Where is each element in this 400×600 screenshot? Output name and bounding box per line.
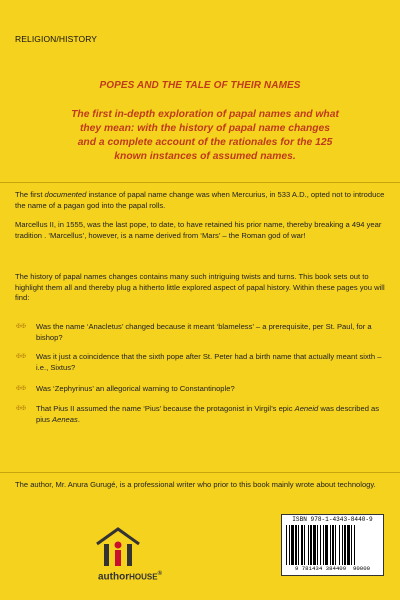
barcode-stripe [308, 525, 309, 565]
paragraph-1-rest: instance of papal name change was when Mercurius, in 533 A.D., opted not to introduce the name of a pagan god into the papal rolls. [15, 190, 385, 210]
bullet-item [16, 322, 386, 343]
barcode-stripe [298, 525, 299, 565]
bullet-4-lead: That Pius II assumed the name ‘Pius’ because the protagonist in Virgil’s epic [36, 404, 295, 413]
bullet-item [16, 404, 386, 425]
barcode-stripe [339, 525, 340, 565]
bullet-text: Was the name ‘Anacletus’ changed because it meant ‘blameless’ – a prerequisite, per St. Paul, for a bishop? [36, 322, 372, 342]
barcode-stripe [295, 525, 297, 565]
barcode-stripe [325, 525, 328, 565]
papal-cross-icon: ✠✠ [16, 406, 27, 412]
barcode-stripe [310, 525, 312, 565]
tagline: The first in-depth exploration of papal names and what they mean: with the history of papal name changes and a complete account of the rationales for the 125 known instances of assumed names. [71, 109, 339, 162]
barcode-stripe [317, 525, 318, 565]
bullet-text: Was it just a coincidence that the sixth pope after St. Peter had a birth name that actually meant sixth – i.e., Sixtus? [36, 352, 382, 372]
barcode-stripe [344, 525, 346, 565]
papal-cross-icon: ✠✠ [16, 386, 27, 392]
isbn-label: ISBN 978-1-4343-8440-9 [292, 516, 373, 523]
bullet-4-end: . [77, 414, 80, 424]
paragraph-1-emphasis: documented [44, 190, 87, 199]
author-note: The author, Mr. Anura Gurugé, is a professional writer who prior to this book mainly wrote about technology. [15, 480, 376, 489]
bullet-text: Was ‘Zephyrinus’ an allegorical warning to Constantinople? [36, 384, 235, 393]
barcode-stripe [286, 525, 287, 565]
bullet-item [16, 384, 386, 395]
barcode-stripe [301, 525, 303, 565]
registered-mark: ® [157, 571, 162, 577]
category-label: RELIGION/HISTORY [15, 34, 98, 44]
price-code: 90000 [352, 565, 371, 572]
barcode-stripe [320, 525, 321, 565]
barcode-stripe [313, 525, 316, 565]
publisher-name-lead: author [98, 571, 130, 583]
paragraph-1 [15, 190, 387, 211]
bullet-4-emphasis-2: Aeneas [52, 414, 78, 424]
barcode-stripe [330, 525, 331, 565]
book-title: POPES AND THE TALE OF THEIR NAMES [99, 80, 301, 91]
barcode-bars [286, 525, 379, 565]
divider-top [0, 182, 400, 183]
divider-bottom [0, 472, 400, 473]
bullet-4-emphasis-1: Aeneid [294, 404, 319, 413]
barcode-stripe [342, 525, 343, 565]
barcode-stripe [291, 525, 294, 565]
authorhouse-logo-icon [93, 525, 143, 569]
publisher-logo-text [98, 571, 162, 582]
paragraph-3: The history of papal names changes contains many such intriguing twists and turns. This book sets out to highlight them all and thereby plug a hitherto little explored aspect of papal history. Within these pages you will find: [15, 272, 385, 303]
barcode-stripe [332, 525, 334, 565]
papal-cross-icon: ✠✠ [16, 354, 27, 360]
paragraph-2: Marcellus II, in 1555, was the last pope, to date, to have retained his prior name, thereby breaking a 494 year tradition . ‘Marcellus’, however, is a name derived from ‘Mars’ – the Roman god of war! [15, 220, 382, 240]
bullet-4-mid: was described as pius [36, 404, 380, 424]
bullet-item [16, 352, 386, 373]
bullet-text [36, 404, 379, 424]
barcode-stripe [289, 525, 290, 565]
barcode-digits-main: 9 781434 384409 [294, 565, 347, 572]
paragraph-1-lead: The first [15, 190, 45, 199]
papal-cross-icon: ✠✠ [16, 324, 27, 330]
barcode-stripe [351, 525, 352, 565]
publisher-name-emphasis: HOUSE [129, 572, 158, 582]
isbn-barcode [281, 514, 384, 576]
barcode-stripe [354, 525, 355, 565]
barcode-digits [282, 565, 383, 572]
barcode-stripe [335, 525, 336, 565]
barcode-stripe [304, 525, 305, 565]
barcode-stripe [323, 525, 324, 565]
barcode-stripe [347, 525, 350, 565]
